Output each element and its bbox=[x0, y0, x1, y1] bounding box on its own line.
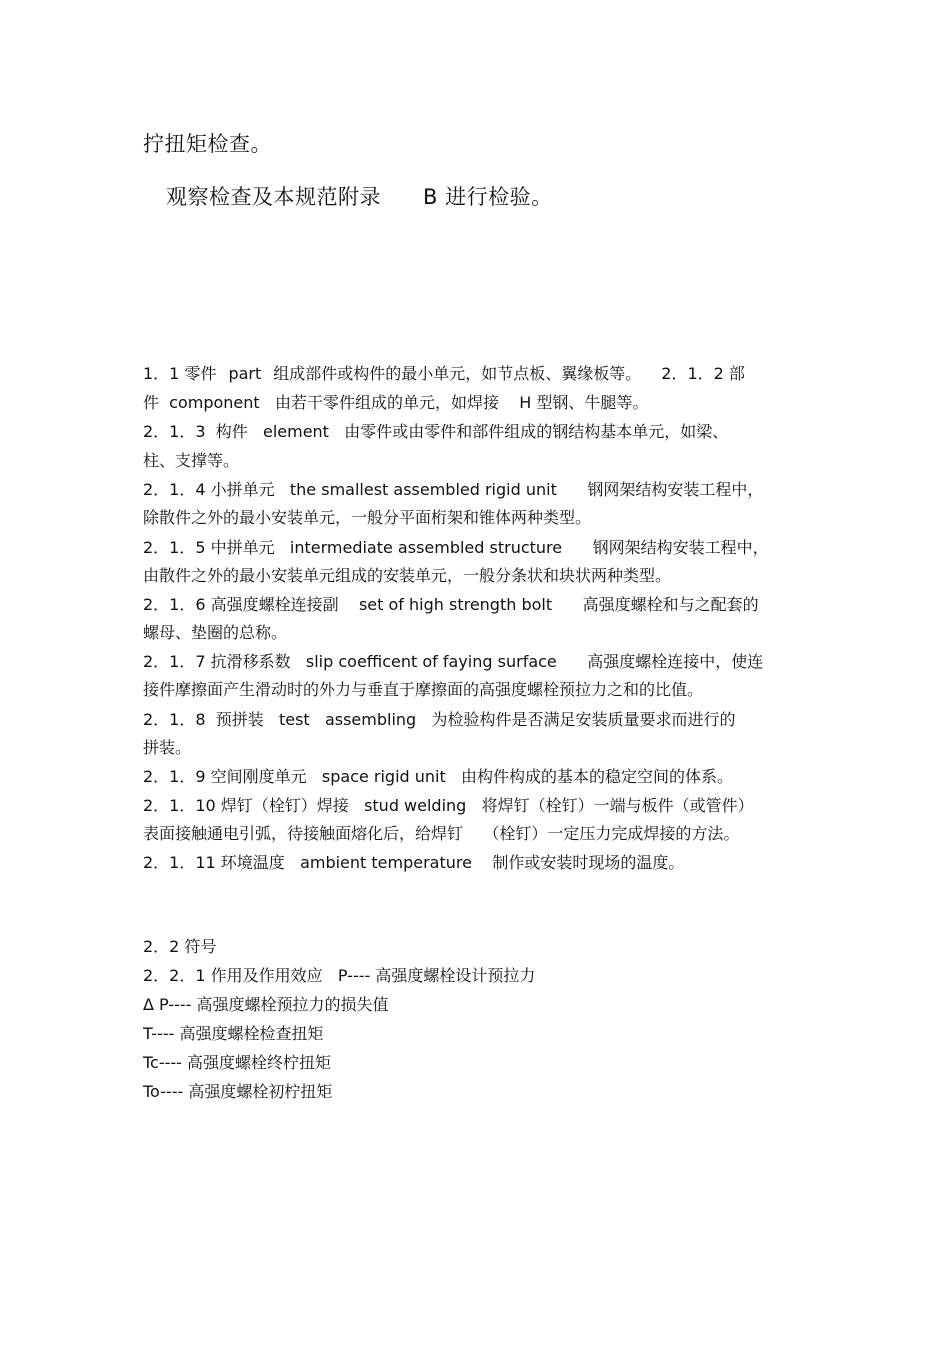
symbols-heading: 2．2 符号 bbox=[143, 937, 217, 956]
top-line-2 bbox=[166, 181, 553, 211]
term-line: 2．1．6 高强度螺栓连接副 set of high strength bolt 高强度螺栓和与之配套的 bbox=[143, 595, 759, 614]
symbol-item: Δ P---- 高强度螺栓预拉力的损失值 bbox=[143, 995, 389, 1014]
term-line: 由散件之外的最小安装单元组成的安装单元，一般分条状和块状两种类型。 bbox=[143, 566, 672, 585]
term-line: 拼装。 bbox=[143, 738, 192, 757]
term-definition: 组成部件或构件的最小单元，如节点板、翼缘板等。 bbox=[273, 364, 642, 383]
term-line: 螺母、垫圈的总称。 bbox=[143, 623, 288, 642]
term-line: 2．1．5 中拼单元 intermediate assembled structure 钢网架结构安装工程中， bbox=[143, 538, 769, 557]
term-line: 2．1．10 焊钉（栓钉）焊接 stud welding 将焊钉（栓钉）一端与板件（或管件） bbox=[143, 796, 754, 815]
symbol-item: T---- 高强度螺栓检查扭矩 bbox=[143, 1024, 324, 1043]
term-line: 2．1．4 小拼单元 the smallest assembled rigid unit 钢网架结构安装工程中， bbox=[143, 480, 764, 499]
term-line bbox=[143, 364, 823, 384]
top-line-1: 拧扭矩检查。 bbox=[143, 132, 272, 156]
term-line: 件 component 由若干零件组成的单元，如焊接 H 型钢、牛腿等。 bbox=[143, 393, 649, 412]
term-line: 表面接触通电引弧，待接触面熔化后，给焊钉 （栓钉）一定压力完成焊接的方法。 bbox=[143, 824, 740, 843]
term-line: 2．1．11 环境温度 ambient temperature 制作或安装时现场的温度。 bbox=[143, 853, 685, 872]
term-english: part bbox=[228, 364, 262, 383]
term-line: 2．1．8 预拼装 test assembling 为检验构件是否满足安装质量要求而进行的 bbox=[143, 710, 736, 729]
top-line-2b: B 进行检验。 bbox=[423, 185, 553, 209]
symbol-item: To---- 高强度螺栓初柠扭矩 bbox=[143, 1082, 333, 1101]
symbol-item: Tc---- 高强度螺栓终柠扭矩 bbox=[143, 1053, 332, 1072]
term-number: 2．1．2 部 bbox=[661, 364, 745, 383]
top-line-2a: 观察检查及本规范附录 bbox=[166, 185, 381, 209]
term-number: 1．1 零件 bbox=[143, 364, 217, 383]
term-line: 2．1．7 抗滑移系数 slip coefficent of faying surface 高强度螺栓连接中，使连 bbox=[143, 652, 764, 671]
symbol-item: 2．2．1 作用及作用效应 P---- 高强度螺栓设计预拉力 bbox=[143, 966, 536, 985]
term-line: 除散件之外的最小安装单元，一般分平面桁架和锥体两种类型。 bbox=[143, 508, 592, 527]
term-line: 接件摩擦面产生滑动时的外力与垂直于摩擦面的高强度螺栓预拉力之和的比值。 bbox=[143, 680, 704, 699]
term-line: 柱、支撑等。 bbox=[143, 451, 240, 470]
term-line: 2．1．9 空间刚度单元 space rigid unit 由构件构成的基本的稳定空间的体系。 bbox=[143, 767, 734, 786]
term-line: 2．1．3 构件 element 由零件或由零件和部件组成的钢结构基本单元，如梁、 bbox=[143, 422, 729, 441]
